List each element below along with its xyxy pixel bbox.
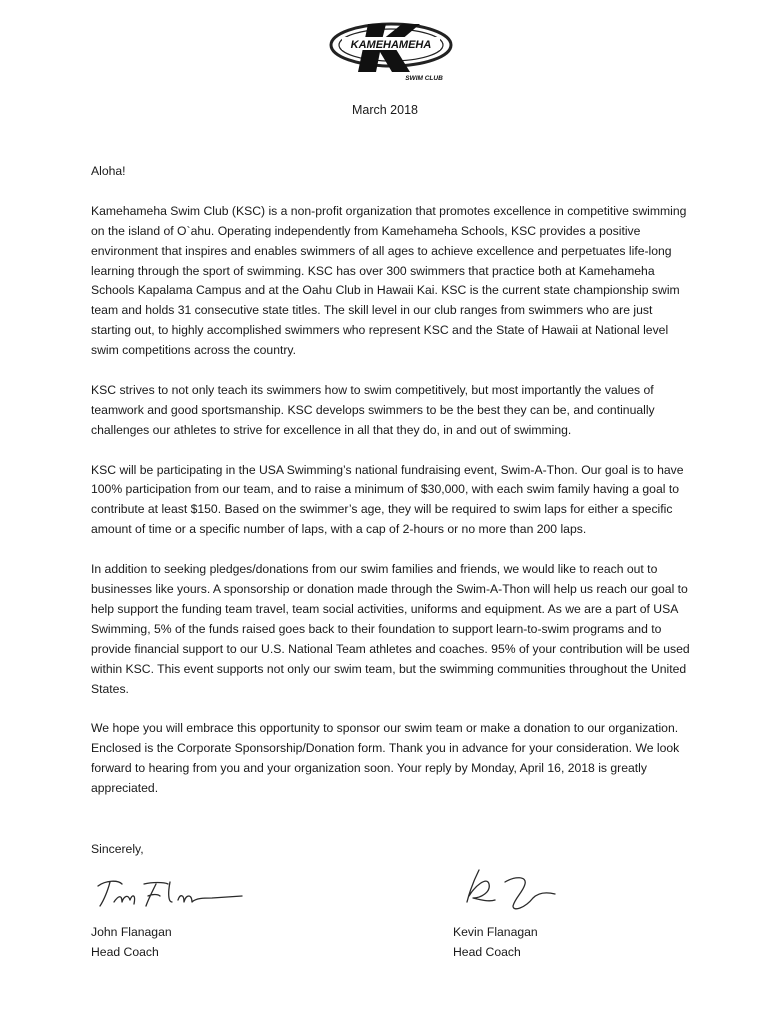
letter-body bbox=[91, 162, 691, 819]
signer-block-john bbox=[91, 923, 172, 963]
signature-john-flanagan bbox=[92, 872, 252, 912]
closing: Sincerely, bbox=[91, 842, 144, 856]
logo-subtitle: SWIM CLUB bbox=[405, 75, 443, 82]
signer-name: John Flanagan bbox=[91, 925, 172, 939]
paragraph-4: In addition to seeking pledges/donations from our swim families and friends, we would like to reach out to businesses like yours. A sponsorship or donation made through the Swim-A-Thon will help us reach our goal to help support the funding team travel, team social activities, uniforms and equipment. As we are a part of USA Swimming, 5% of the funds raised goes back to their foundation to support learn-to-swim programs and to provide financial support to our U.S. National Team athletes and coaches. 95% of your contribution will be used within KSC. This event supports not only our swim team, but the swimming communities throughout the United States. bbox=[91, 562, 690, 696]
paragraph-2: KSC strives to not only teach its swimmers how to swim competitively, but most importantly the values of teamwork and good sportsmanship. KSC develops swimmers to be the best they can be, and continually challenges our athletes to strive for excellence in all that they do, in and out of swimming. bbox=[91, 382, 655, 437]
signature-kevin-flanagan bbox=[455, 862, 565, 916]
kamehameha-swim-club-logo bbox=[328, 18, 454, 84]
letter-date: March 2018 bbox=[351, 103, 418, 117]
greeting: Aloha! bbox=[91, 164, 126, 178]
paragraph-3: KSC will be participating in the USA Swimming’s national fundraising event, Swim-A-Thon. Our goal is to have 100% participation from our team, and to raise a minimum of $30,000, with each swim family having a goal to contribute at least $150. Based on the swimmer’s age, they will be required to swim laps for either a specific amount of time or a specific number of laps, with a cap of 2-hours or no more than 200 laps. bbox=[91, 462, 684, 537]
signer-title: Head Coach bbox=[453, 944, 521, 959]
paragraph-5: We hope you will embrace this opportunity to sponsor our swim team or make a donation to our organization. Enclosed is the Corporate Sponsorship/Donation form. Thank you in advance for your consideration. We look forward to hearing from you and your organization soon. Your reply by Monday, April 16, 2018 is greatly appreciated. bbox=[91, 721, 680, 796]
signer-block-kevin bbox=[453, 923, 538, 963]
logo-wordmark: KAMEHAMEHA bbox=[350, 39, 432, 51]
signer-title: Head Coach bbox=[91, 944, 159, 959]
paragraph-1: Kamehameha Swim Club (KSC) is a non-profit organization that promotes excellence in competitive swimming on the island of O`ahu. Operating independently from Kamehameha Schools, KSC provides a positive environment that inspires and enables swimmers of all ages to achieve excellence and perpetuates life-long learning through the sport of swimming. KSC has over 300 swimmers that practice both at Kamehameha Schools Kapalama Campus and at the Oahu Club in Hawaii Kai. KSC is the current state championship swim team and holds 31 consecutive state titles. The skill level in our club ranges from swimmers who are just starting out, to highly accomplished swimmers who represent KSC and the State of Hawaii at National level swim competitions across the country. bbox=[91, 203, 687, 358]
signer-name: Kevin Flanagan bbox=[453, 925, 538, 939]
